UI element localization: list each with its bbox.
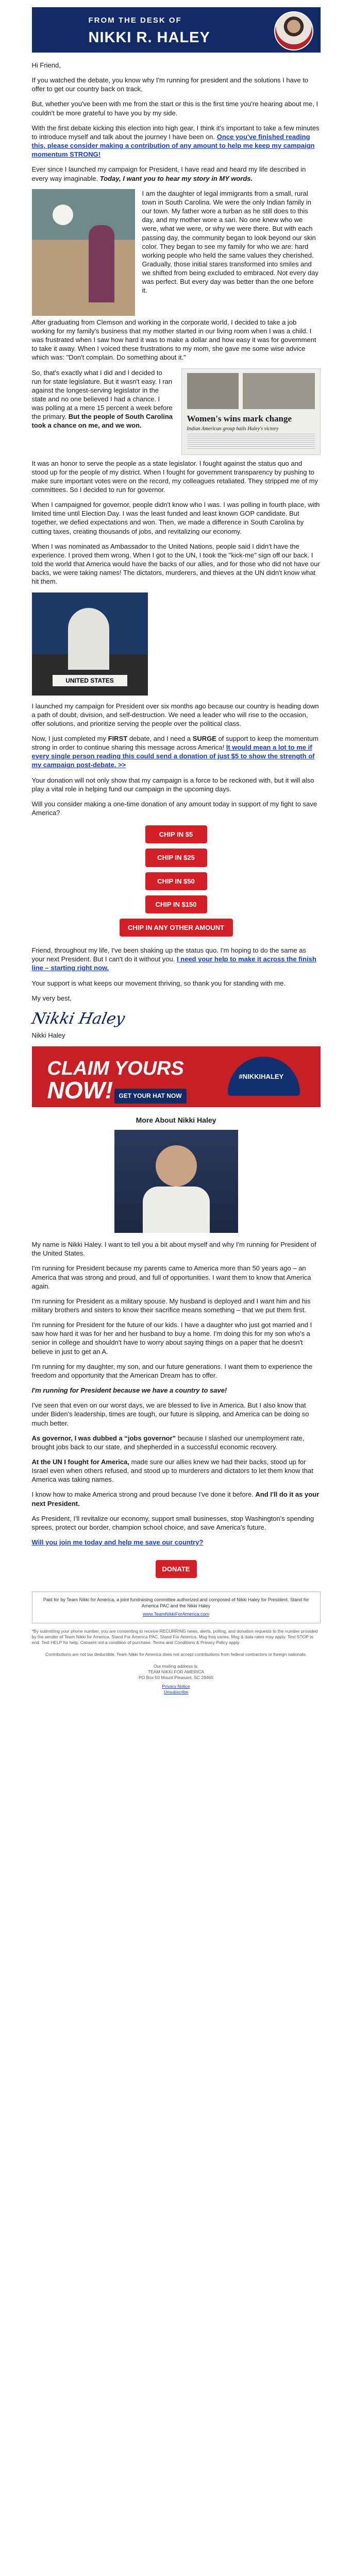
clip-photo-2 — [243, 373, 315, 409]
about-body — [143, 1187, 210, 1233]
p12-d: SURGE — [192, 735, 216, 742]
closing-wishes: My very best, — [31, 994, 72, 1002]
about-title: More About Nikki Haley — [136, 1115, 216, 1124]
intro-p1: If you watched the debate, you know why I'm running for president and the solutions I have to offer to get our country back on track. — [31, 76, 309, 93]
about-a9-text: made sure our allies knew we had their backs, stood up for Israel even when others refused, and stood up to murderers and dictators to let them know that America was taking names. — [31, 1458, 313, 1484]
header-name: NIKKI R. HALEY — [88, 29, 210, 46]
chip-in-150-button[interactable]: CHIP IN $150 — [145, 895, 207, 913]
intro-p4 — [32, 165, 321, 182]
intro-p4-emph: Today, I want you to hear my story in MY words. — [99, 174, 253, 182]
about-a10 — [32, 1490, 321, 1507]
legislature-section — [32, 368, 321, 456]
about-a9 — [32, 1458, 321, 1484]
turban-shape — [53, 205, 73, 225]
address-label: Our mailing address is: — [154, 1664, 198, 1669]
signature: Nikki Haley — [29, 1009, 126, 1028]
intro-p3-text: With the first debate kicking this election into high gear, I think it's important to take a few minutes to introduce myself and talk about the journey I have been on. — [31, 124, 320, 141]
about-a8 — [32, 1434, 321, 1451]
header-portrait — [274, 11, 313, 50]
story-p8: It was an honor to serve the people as a state legislator. I fought against the status quo and stood up for the people of my district. When I fought for government transparency by pushing to make sure important votes were on the record, my colleagues retaliated. They stripped me of my committees. So I decided to run for governor. — [31, 459, 318, 494]
about-a10-text: I know how to make America strong and proud because I've done it before. — [31, 1490, 254, 1499]
address-street: PO Box 50 Mount Pleasant, SC 29465 — [138, 1675, 214, 1681]
chip-in-buttons — [32, 823, 321, 946]
p12-a: Now, I just completed my — [31, 735, 106, 742]
closing-signname: Nikki Haley — [31, 1031, 65, 1040]
p12-b: FIRST — [108, 735, 128, 742]
about-face — [156, 1145, 197, 1187]
donate-section — [32, 1553, 321, 1591]
un-photo — [32, 592, 148, 696]
email-header — [32, 7, 321, 53]
story-p12 — [32, 734, 321, 770]
contribute-link[interactable]: Once you've finished reading this, please consider making a contribution of any amount to help me keep my campaign momentum STRONG! — [31, 132, 315, 159]
story-p13: Your donation will not only show that my campaign is a force to be reckoned with, but it will also play a vital role in helping fund our campaign in the upcoming days. — [31, 776, 314, 793]
story-p6: After graduating from Clemson and working in the corporate world, I decided to take a job working for my family's business that my mother started in our living room when I was a child. I was frustrated when I saw how hard it was to make a dollar and how easy it was for government to take it away. When I voiced these frustrations to my mom, she gave me some wise advice which was: "Don't complain. Do something about it." — [31, 318, 316, 362]
about-a3: I'm running for President as a military spouse. My husband is deployed and I want him and his military brothers and sisters to know their sacrifice means something – that we put them first. — [31, 1297, 311, 1314]
family-photo — [32, 189, 135, 316]
hat-banner[interactable] — [32, 1046, 321, 1107]
fine-print — [32, 1629, 321, 1695]
intro-p4-text: Ever since I launched my campaign for President, I have read and heard my life described in every way imaginable. — [31, 165, 306, 182]
story-p11: I launched my campaign for President over six months ago because our country is heading down a path of doubt, division, and self-destruction. We need a leader who will rise to the occasion, offer solutions, and prioritize serving the people over the political class. — [31, 702, 319, 727]
intro-p2: But, whether you've been with me from the start or this is the first time you're hearing about me, I couldn't be more grateful to have you by my side. — [31, 100, 319, 117]
about-a6-emph: I'm running for President because we have a country to save! — [31, 1386, 227, 1395]
newspaper-clipping — [181, 368, 321, 455]
un-sign: UNITED STATES — [53, 675, 127, 686]
story-p7-text: So, that's exactly what I did and I decided to run for state legislature. But it wasn't easy. I ran against the longest-serving legislator in the state and no one believed I had a chance. I was polling at a mere 15 percent a week before the primary. — [31, 368, 173, 421]
about-a8-text: because I slashed our unemployment rate, brought jobs back to our state, and shepherded in a successful economic recovery. — [31, 1434, 305, 1451]
banner-claim-1: CLAIM YOURS — [47, 1057, 184, 1079]
closing-p15-text: Friend, throughout my life, I've been shaking up the status quo. I'm hoping to do the same as your next President. But I can't do it without you. — [31, 946, 307, 963]
hat-text: #NIKKIHALEY — [239, 1072, 284, 1080]
header-from: FROM THE DESK OF — [88, 16, 182, 25]
story-p5: I am the daughter of legal immigrants from a small, rural town in South Carolina. We were the only Indian family in our town. My father wore a turban as he still does to this day, and my mother wore a sari. No one knew who we were, what we were, or why we were there. But with each passing day, the community began to look beyond our skin color. They began to see my family for who we are: hard working people who held the same values they cherished. Gradually, those initial stares transformed into smiles and we shifted from being excluded to embraced. Not every day was perfect. But every day was better than the one before it. — [142, 189, 319, 295]
privacy-link[interactable]: Privacy Notice — [162, 1684, 190, 1689]
clip-title: Women's wins mark change — [187, 413, 292, 423]
unsubscribe-link[interactable]: Unsubscribe — [163, 1689, 189, 1695]
story-p14: Will you consider making a one-time donation of any amount today in support of my fight to save America? — [31, 800, 317, 817]
story-p7-emph: But the people of South Carolina took a chance on me, and we won. — [31, 413, 173, 430]
paid-for-box — [32, 1591, 321, 1623]
mailing-address — [32, 1664, 321, 1695]
about-a11: As President, I'll revitalize our economy, support small businesses, stop Washington's spending sprees, protect our border, champion school choice, and save America's future. — [31, 1514, 314, 1531]
about-a8-emph: As governor, I was dubbed a “jobs governor” — [31, 1434, 176, 1442]
about-a9-emph: At the UN I fought for America, — [31, 1458, 129, 1466]
chip-in-other-button[interactable]: CHIP IN ANY OTHER AMOUNT — [120, 919, 233, 937]
about-a1: My name is Nikki Haley. I want to tell you a bit about myself and why I'm running for President of the United States. — [31, 1241, 316, 1258]
un-figure — [68, 608, 109, 670]
about-a4: I'm running for President for the future of our kids. I have a daughter who just got married and I saw how hard it was for her and her husband to buy a home. I'm doing this for my son who's a senior in college and shouldn't have to worry about saying things on a paper that he doesn't believe in just to get an A. — [31, 1321, 312, 1355]
about-a7: I've seen that even on our worst days, we are blessed to live in America. But I also know that under Biden's leadership, times are tough, our future is slipping, and America can be doing so much better. — [31, 1401, 309, 1427]
get-hat-button[interactable]: GET YOUR HAT NOW — [114, 1089, 187, 1104]
website-link[interactable]: www.TeamNikkiForAmerica.com — [142, 1612, 210, 1617]
closing-p16: Your support is what keeps our movement thriving, so thank you for standing with me. — [31, 979, 286, 987]
story-p7 — [32, 368, 173, 430]
story-p9: When I campaigned for governor, people didn't know who I was. I was polling in fourth place, with limited time until Election Day. I was the least funded and least known GOP candidate. But together, we defied expectations and won. Then, we made a difference in South Carolina by cutting taxes, creating thousands of jobs, and revitalizing our economy. — [31, 501, 320, 535]
address-org: TEAM NIKKI FOR AMERICA — [147, 1669, 205, 1675]
about-a5: I'm running for my daughter, my son, and our future generations. I want them to experience the freedom and opportunity that the American Dream has to offer. — [31, 1362, 312, 1379]
family-section — [32, 189, 321, 318]
about-a10-emph: And I'll do it as your next President. — [31, 1490, 320, 1507]
fine-sms: *By submitting your phone number, you are consenting to receive RECURRING news, alerts, polling, and donation requests to the number provided by the sender of Team Nikki for America, Stand For America PAC, Stand For America. Msg freq varies. Msg & data rates may apply. Text STOP to end. Text HELP for help. Consent not a condition of purchase. Terms and Conditions & Privacy Policy apply. — [31, 1629, 318, 1646]
banner-claim-2: NOW! — [47, 1076, 113, 1104]
sari-shape — [89, 225, 114, 302]
clip-subtitle: Indian American group hails Haley's victory — [187, 426, 279, 432]
finish-line-link[interactable]: I need your help to make it across the finish line – starting right now. — [31, 955, 316, 972]
about-a2: I'm running for President because my parents came to America more than 50 years ago – an America that was strong and proud, and full of opportunities. I want them to know that America again. — [31, 1264, 311, 1290]
chip-in-50-button[interactable]: CHIP IN $50 — [145, 872, 207, 890]
paid-for-text: Paid for by Team Nikki for America, a joint fundraising committee authorized and composed of Nikki Haley for President, Stand for America PAC and the Nikki Haley — [43, 1597, 309, 1609]
hat-image — [228, 1057, 300, 1096]
chip-in-5-button[interactable]: CHIP IN $5 — [145, 825, 207, 843]
about-photo — [114, 1130, 238, 1233]
about-a12 — [32, 1538, 321, 1547]
intro-section — [32, 53, 321, 183]
clip-text-lines — [187, 434, 315, 450]
about-a6 — [32, 1386, 321, 1395]
join-me-link[interactable]: Will you join me today and help me save our country? — [31, 1538, 204, 1547]
intro-p3 — [32, 124, 321, 159]
p12-c: debate, and I need a — [129, 735, 191, 742]
greeting: Hi Friend, — [31, 61, 61, 69]
p12-e: of support to keep the momentum strong in order to continue sharing this message across America! — [31, 735, 319, 752]
closing-p15 — [32, 946, 321, 972]
fine-contributions: Contributions are not tax deductible. Team Nikki for America does not accept contributions from federal contractors or foreign nationals. — [45, 1652, 307, 1657]
chip-in-25-button[interactable]: CHIP IN $25 — [145, 849, 207, 867]
email-body — [29, 7, 321, 1695]
story-p10: When I was nominated as Ambassador to the United Nations, people said I didn't have the experience. I proved them wrong. When I got to the UN, I took the "kick-me" sign off our back. I told the world that America would have the backs of our allies, and for those who did not have our backs, we were taking names! The dictators, murderers, and thieves at the UN didn't know what hit them. — [31, 542, 320, 586]
clip-photo-1 — [187, 373, 239, 409]
donate-5-link[interactable]: It would mean a lot to me if every single person reading this could send a donation of just $5 to show the strength of my campaign post-debate. >> — [31, 743, 315, 769]
donate-button[interactable]: DONATE — [156, 1560, 197, 1578]
